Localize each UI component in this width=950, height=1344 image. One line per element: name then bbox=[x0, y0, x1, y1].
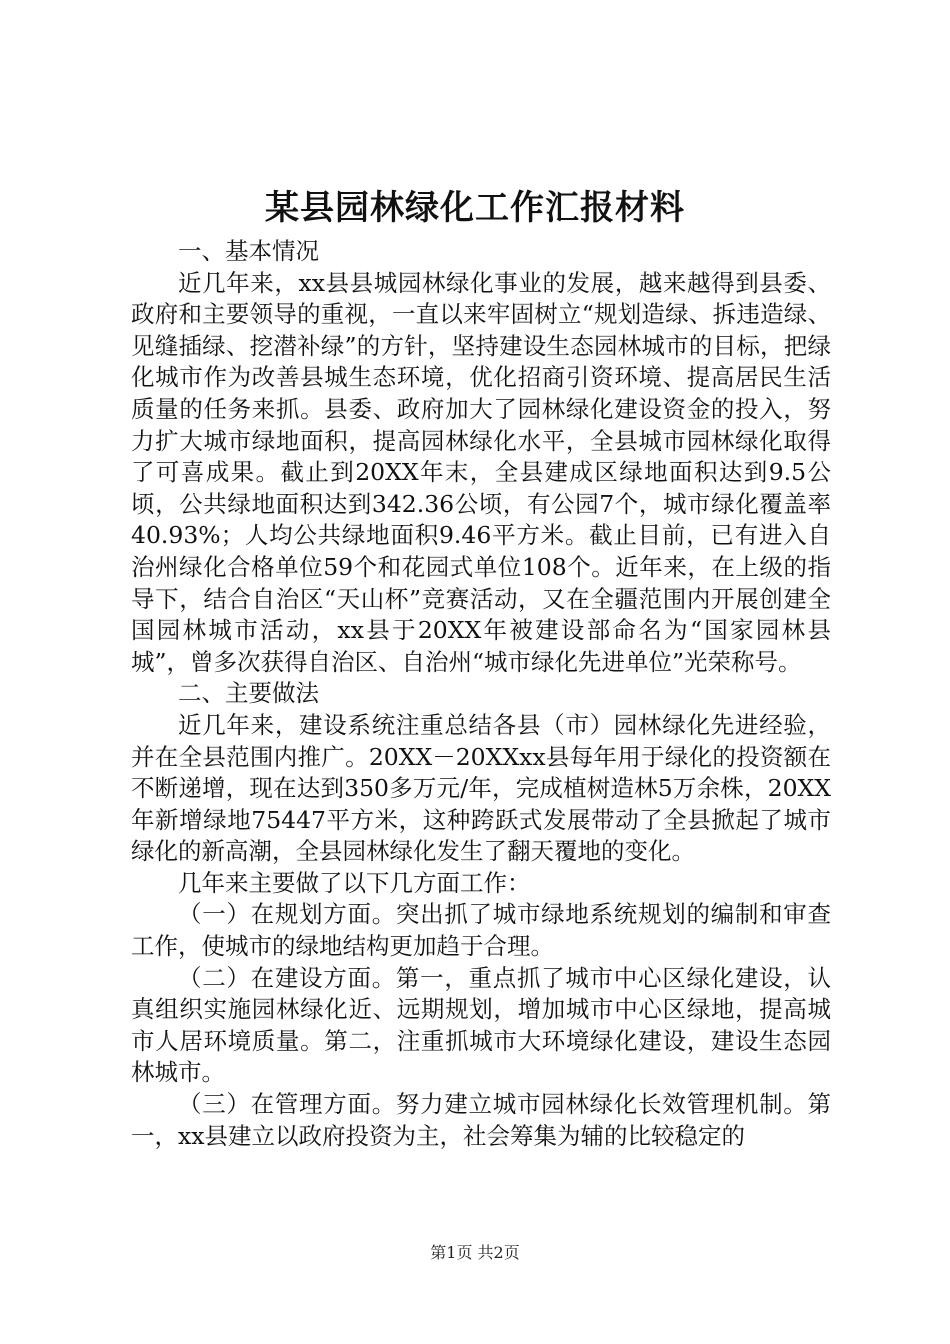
paragraph-practices: 近几年来，建设系统注重总结各县（市）园林绿化先进经验，并在全县范围内推广。20XX－20XXxx县每年用于绿化的投资额在不断递增，现在达到350多万元/年，完成植树造林5万余株，20XX年新增绿地75447平方米，这种跨跃式发展带动了全县掀起了城市绿化的新高潮，全县园林绿化发生了翻天覆地的变化。 bbox=[131, 710, 831, 866]
paragraph-work-intro: 几年来主要做了以下几方面工作： bbox=[178, 868, 531, 897]
document-body bbox=[131, 236, 831, 1152]
paragraph-basic-situation: 近几年来，xx县县城园林绿化事业的发展，越来越得到县委、政府和主要领导的重视，一直以来牢固树立“规划造绿、拆违造绿、见缝插绿、挖潜补绿”的方针，坚持建设生态园林城市的目标，把绿化城市作为改善县城生态环境，优化招商引资环境、提高居民生活质量的任务来抓。县委、政府加大了园林绿化建设资金的投入，努力扩大城市绿地面积，提高园林绿化水平，全县城市园林绿化取得了可喜成果。截止到20XX年末，全县建成区绿地面积达到9.5公顷，公共绿地面积达到342.36公顷，有公园7个，城市绿化覆盖率40.93%；人均公共绿地面积9.46平方米。截止目前，已有进入自治州绿化合格单位59个和花园式单位108个。近年来，在上级的指导下，结合自治区“天山杯”竞赛活动，又在全疆范围内开展创建全国园林城市活动，xx县于20XX年被建设部命名为“国家园林县城”，曾多次获得自治区、自治州“城市绿化先进单位”光荣称号。 bbox=[131, 268, 831, 676]
paragraph-planning: （一）在规划方面。突出抓了城市绿地系统规划的编制和审查工作，使城市的绿地结构更加趋于合理。 bbox=[131, 900, 831, 961]
paragraph-construction: （二）在建设方面。第一，重点抓了城市中心区绿化建设，认真组织实施园林绿化近、远期规划，增加城市中心区绿地，提高城市人居环境质量。第二，注重抓城市大环境绿化建设，建设生态园林城市。 bbox=[131, 963, 831, 1087]
paragraph-management: （三）在管理方面。努力建立城市园林绿化长效管理机制。第一，xx县建立以政府投资为主，社会筹集为辅的比较稳定的 bbox=[131, 1090, 831, 1150]
document-title: 某县园林绿化工作汇报材料 bbox=[265, 188, 685, 228]
section-heading-basic: 一、基本情况 bbox=[178, 237, 319, 265]
section-heading-practices: 二、主要做法 bbox=[178, 679, 319, 708]
page-number: 第1页 共2页 bbox=[430, 1243, 520, 1262]
